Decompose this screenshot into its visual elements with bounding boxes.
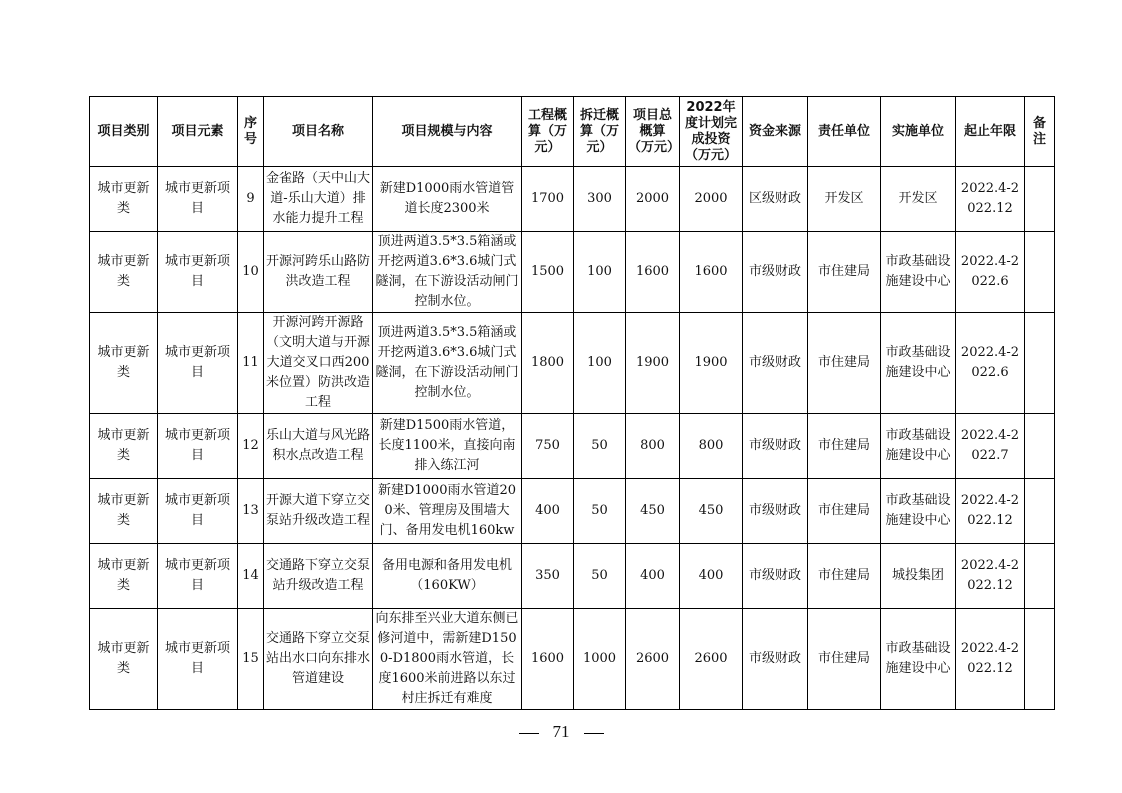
seq-cell: 13 [238, 479, 264, 544]
project-name-cell: 交通路下穿立交泵站升级改造工程 [264, 544, 373, 609]
header-cell: 资金来源 [743, 97, 808, 167]
fund-source-cell: 市级财政 [743, 609, 808, 710]
table-row [90, 544, 1055, 609]
project-name-cell: 交通路下穿立交泵站出水口向东排水管道建设 [264, 609, 373, 710]
table-body [90, 167, 1055, 710]
planned-investment-cell: 800 [680, 414, 743, 479]
project-name-cell: 金雀路（天中山大道-乐山大道）排水能力提升工程 [264, 167, 373, 232]
table-row [90, 313, 1055, 414]
seq-cell: 14 [238, 544, 264, 609]
fund-source-cell: 市级财政 [743, 544, 808, 609]
fund-source-cell: 市级财政 [743, 414, 808, 479]
category-cell: 城市更新类 [90, 313, 158, 414]
table-row [90, 232, 1055, 313]
responsible-unit-cell: 市住建局 [808, 609, 881, 710]
responsible-unit-cell: 市住建局 [808, 232, 881, 313]
note-cell [1025, 313, 1055, 414]
period-cell: 2022.4-2022.12 [956, 479, 1025, 544]
engineering-budget-cell: 400 [522, 479, 574, 544]
scope-cell: 新建D1000雨水管道200米、管理房及围墙大门、备用发电机160kw [373, 479, 522, 544]
demolition-budget-cell: 100 [574, 232, 626, 313]
scope-cell: 新建D1500雨水管道，长度1100米，直接向南排入练江河 [373, 414, 522, 479]
table-row [90, 609, 1055, 710]
header-cell: 备注 [1025, 97, 1055, 167]
total-budget-cell: 2000 [626, 167, 680, 232]
planned-investment-cell: 2000 [680, 167, 743, 232]
demolition-budget-cell: 300 [574, 167, 626, 232]
engineering-budget-cell: 350 [522, 544, 574, 609]
implementing-unit-cell: 市政基础设施建设中心 [881, 479, 956, 544]
fund-source-cell: 区级财政 [743, 167, 808, 232]
element-cell: 城市更新项目 [158, 167, 238, 232]
project-name-cell: 乐山大道与风光路积水点改造工程 [264, 414, 373, 479]
engineering-budget-cell: 750 [522, 414, 574, 479]
period-cell: 2022.4-2022.6 [956, 313, 1025, 414]
total-budget-cell: 1900 [626, 313, 680, 414]
total-budget-cell: 400 [626, 544, 680, 609]
header-cell: 工程概算（万元） [522, 97, 574, 167]
note-cell [1025, 544, 1055, 609]
category-cell: 城市更新类 [90, 609, 158, 710]
engineering-budget-cell: 1700 [522, 167, 574, 232]
total-budget-cell: 450 [626, 479, 680, 544]
seq-cell: 15 [238, 609, 264, 710]
responsible-unit-cell: 开发区 [808, 167, 881, 232]
page-number: 71 [552, 722, 570, 741]
implementing-unit-cell: 市政基础设施建设中心 [881, 313, 956, 414]
header-cell: 项目名称 [264, 97, 373, 167]
element-cell: 城市更新项目 [158, 479, 238, 544]
implementing-unit-cell: 市政基础设施建设中心 [881, 414, 956, 479]
project-name-cell: 开源大道下穿立交泵站升级改造工程 [264, 479, 373, 544]
project-name-cell: 开源河跨开源路（文明大道与开源大道交叉口西200米位置）防洪改造工程 [264, 313, 373, 414]
category-cell: 城市更新类 [90, 232, 158, 313]
project-table [89, 96, 1055, 710]
fund-source-cell: 市级财政 [743, 313, 808, 414]
responsible-unit-cell: 市住建局 [808, 414, 881, 479]
element-cell: 城市更新项目 [158, 609, 238, 710]
category-cell: 城市更新类 [90, 414, 158, 479]
category-cell: 城市更新类 [90, 167, 158, 232]
total-budget-cell: 1600 [626, 232, 680, 313]
demolition-budget-cell: 50 [574, 479, 626, 544]
header-cell: 序号 [238, 97, 264, 167]
planned-investment-cell: 450 [680, 479, 743, 544]
note-cell [1025, 479, 1055, 544]
period-cell: 2022.4-2022.7 [956, 414, 1025, 479]
seq-cell: 11 [238, 313, 264, 414]
header-cell: 项目元素 [158, 97, 238, 167]
engineering-budget-cell: 1500 [522, 232, 574, 313]
header-cell: 2022年度计划完成投资（万元） [680, 97, 743, 167]
element-cell: 城市更新项目 [158, 544, 238, 609]
header-cell: 项目类别 [90, 97, 158, 167]
planned-investment-cell: 2600 [680, 609, 743, 710]
period-cell: 2022.4-2022.6 [956, 232, 1025, 313]
header-cell: 项目规模与内容 [373, 97, 522, 167]
implementing-unit-cell: 市政基础设施建设中心 [881, 232, 956, 313]
element-cell: 城市更新项目 [158, 414, 238, 479]
total-budget-cell: 800 [626, 414, 680, 479]
fund-source-cell: 市级财政 [743, 479, 808, 544]
scope-cell: 顶进两道3.5*3.5箱涵或开挖两道3.6*3.6城门式隧洞，在下游设活动闸门控制水位。 [373, 232, 522, 313]
note-cell [1025, 414, 1055, 479]
planned-investment-cell: 400 [680, 544, 743, 609]
scope-cell: 向东排至兴业大道东侧已修河道中，需新建D1500-D1800雨水管道，长度1600米前进路以东过村庄拆迁有难度 [373, 609, 522, 710]
demolition-budget-cell: 100 [574, 313, 626, 414]
footer-dash-left [519, 733, 539, 734]
category-cell: 城市更新类 [90, 544, 158, 609]
project-name-cell: 开源河跨乐山路防洪改造工程 [264, 232, 373, 313]
header-cell: 项目总概算（万元） [626, 97, 680, 167]
note-cell [1025, 167, 1055, 232]
fund-source-cell: 市级财政 [743, 232, 808, 313]
planned-investment-cell: 1900 [680, 313, 743, 414]
period-cell: 2022.4-2022.12 [956, 167, 1025, 232]
note-cell [1025, 232, 1055, 313]
seq-cell: 10 [238, 232, 264, 313]
header-cell: 实施单位 [881, 97, 956, 167]
table-row [90, 479, 1055, 544]
responsible-unit-cell: 市住建局 [808, 544, 881, 609]
element-cell: 城市更新项目 [158, 313, 238, 414]
header-cell: 拆迁概算（万元） [574, 97, 626, 167]
scope-cell: 备用电源和备用发电机（160KW） [373, 544, 522, 609]
scope-cell: 顶进两道3.5*3.5箱涵或开挖两道3.6*3.6城门式隧洞，在下游设活动闸门控制水位。 [373, 313, 522, 414]
scope-cell: 新建D1000雨水管道管道长度2300米 [373, 167, 522, 232]
seq-cell: 9 [238, 167, 264, 232]
total-budget-cell: 2600 [626, 609, 680, 710]
period-cell: 2022.4-2022.12 [956, 544, 1025, 609]
table-header-row [90, 97, 1055, 167]
header-cell: 责任单位 [808, 97, 881, 167]
seq-cell: 12 [238, 414, 264, 479]
element-cell: 城市更新项目 [158, 232, 238, 313]
demolition-budget-cell: 50 [574, 544, 626, 609]
category-cell: 城市更新类 [90, 479, 158, 544]
engineering-budget-cell: 1600 [522, 609, 574, 710]
table-row [90, 167, 1055, 232]
note-cell [1025, 609, 1055, 710]
demolition-budget-cell: 50 [574, 414, 626, 479]
period-cell: 2022.4-2022.12 [956, 609, 1025, 710]
implementing-unit-cell: 市政基础设施建设中心 [881, 609, 956, 710]
footer-dash-right [584, 733, 604, 734]
page-footer [0, 722, 1122, 742]
demolition-budget-cell: 1000 [574, 609, 626, 710]
responsible-unit-cell: 市住建局 [808, 479, 881, 544]
implementing-unit-cell: 开发区 [881, 167, 956, 232]
planned-investment-cell: 1600 [680, 232, 743, 313]
implementing-unit-cell: 城投集团 [881, 544, 956, 609]
header-cell: 起止年限 [956, 97, 1025, 167]
engineering-budget-cell: 1800 [522, 313, 574, 414]
responsible-unit-cell: 市住建局 [808, 313, 881, 414]
project-table-sheet [89, 96, 1054, 710]
table-row [90, 414, 1055, 479]
